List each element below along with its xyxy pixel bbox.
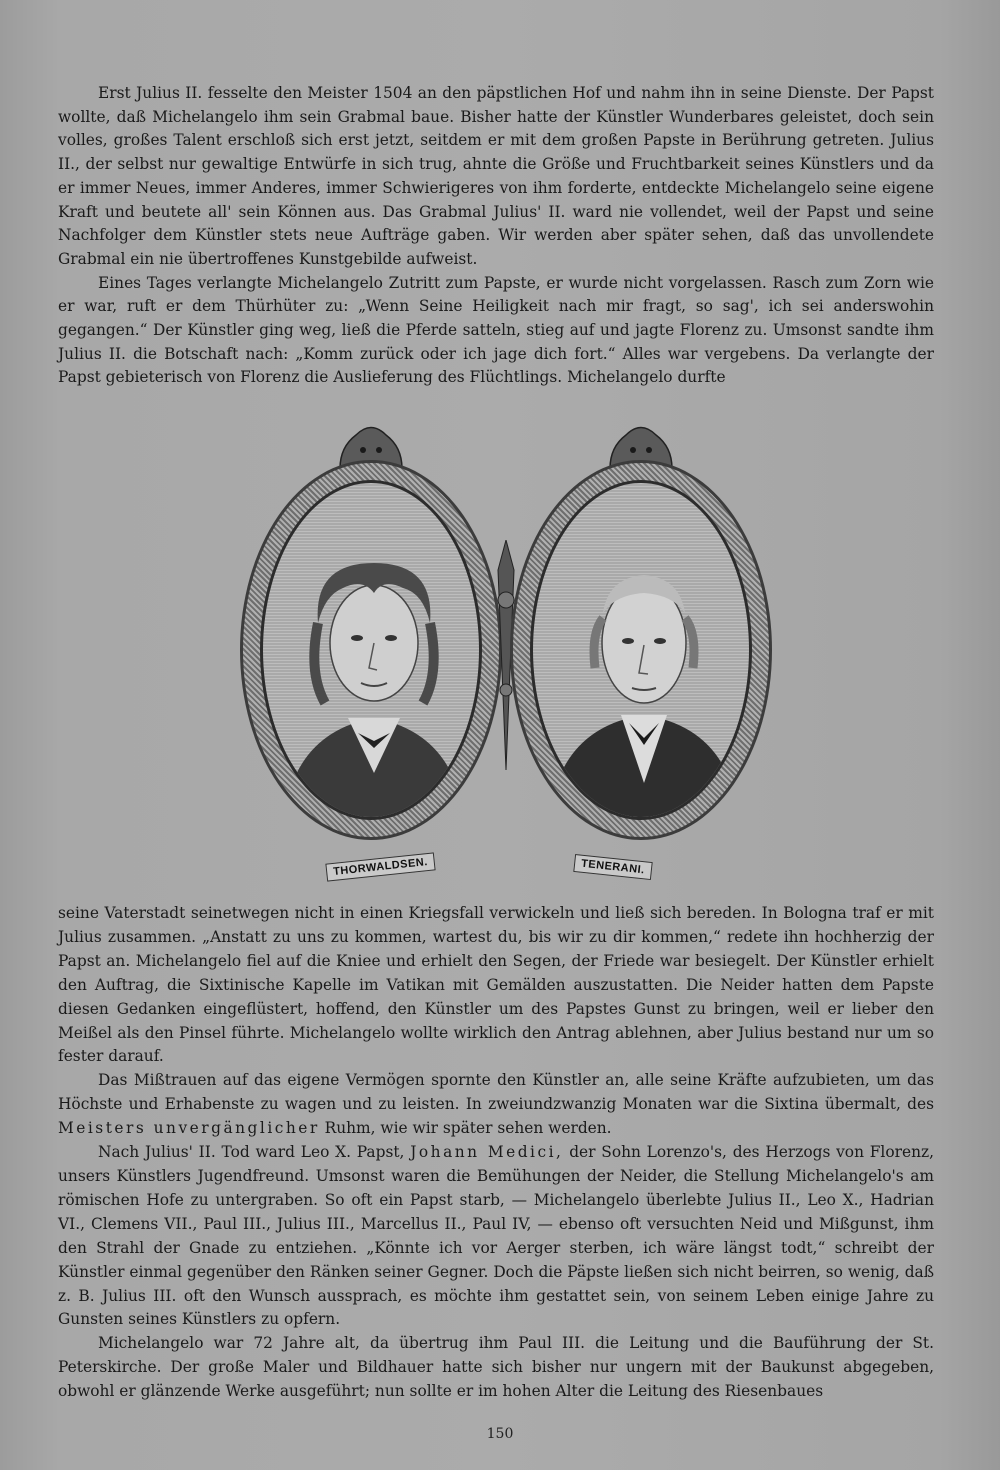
- portrait-frame-right: [496, 420, 786, 882]
- paragraph: Eines Tages verlangte Michelangelo Zutritt zum Papste, er wurde nicht vorgelassen. Rasch zum Zorn wie er war, ruft er dem Thürhüter zu: „Wenn Seine Heiligkeit nach mir fragt, so sag', ich sei anderswohin gegangen.“ Der Künstler ging weg, ließ die Pferde satteln, stieg auf und jagte Florenz zu. Umsonst sandte ihm Julius II. die Botschaft nach: „Komm zurück oder ich jage dich fort.“ Alles war vergebens. Da verlangte der Papst gebieterisch von Florenz die Auslieferung des Flüchtlings. Michelangelo durfte: [58, 273, 934, 387]
- top-text-block: [58, 82, 934, 390]
- paragraph-text: Das Mißtrauen auf das eigene Vermögen spornte den Künstler an, alle seine Kräfte aufzubieten, um das Höchste und Erhabenste zu wagen und zu leisten. In zweiundzwanzig Monaten war die Sixtina übermalt, des: [58, 1071, 934, 1114]
- paragraph-text: Nach Julius' II. Tod ward Leo X. Papst,: [98, 1143, 405, 1162]
- caption-tenerani: TENERANI.: [573, 854, 652, 880]
- portrait-thorwaldsen: [260, 480, 482, 820]
- spaced-emphasis: Johann Medici,: [410, 1143, 564, 1162]
- spaced-emphasis: Meisters unvergänglicher: [58, 1119, 320, 1138]
- portrait-tenerani: [530, 480, 752, 820]
- paragraph: [58, 1069, 934, 1141]
- bottom-text-block: [58, 902, 934, 1404]
- paragraph: seine Vaterstadt seinetwegen nicht in einen Kriegsfall verwickeln und ließ sich bereden. In Bologna traf er mit Julius zusammen. „Anstatt zu uns zu kommen, wartest du, bis wir zu dir kommen,“ redete ihn hochherzig der Papst an. Michelangelo fiel auf die Kniee und erhielt den Segen, der Friede war besiegelt. Der Künstler erhielt den Auftrag, die Sixtinische Kapelle im Vatikan mit Gemälden auszustatten. Die Neider hatten dem Papste diesen Gedanken eingeflüstert, hoffend, den Künstler um des Papstes Gunst zu bringen, weil er lieber den Meißel als den Pinsel führte. Michelangelo wollte wirklich den Antrag ablehnen, aber Julius bestand nur um so fester darauf.: [58, 904, 934, 1066]
- thorwaldsen-figure-icon: [263, 483, 482, 820]
- portrait-frame-left: [226, 420, 516, 882]
- page-number: 150: [486, 1426, 514, 1442]
- caption-thorwaldsen: THORWALDSEN.: [325, 852, 435, 881]
- paragraph-text: der Sohn Lorenzo's, des Herzogs von Florenz, unsers Künstlers Jugendfreund. Umsonst waren die Bemühungen der Neider, die Stellung Michelangelo's am römischen Hofe zu untergraben. So oft ein Papst starb, — Michelangelo überlebte Julius II., Leo X., Hadrian VI., Clemens VII., Paul III., Julius III., Marcellus II., Paul IV, — ebenso oft versuchten Neid und Mißgunst, ihm den Strahl der Gnade zu entziehen. „Könnte ich vor Aerger sterben, ich wäre längst todt,“ schreibt der Künstler einmal gegenüber den Ränken seiner Gegner. Doch die Päpste ließen sich nicht beirren, so wenig, daß z. B. Julius III. oft den Wunsch aussprach, es möchte ihm gestattet sein, von seinem Leben einige Jahre zu Gunsten seines Künstlers zu opfern.: [58, 1143, 934, 1329]
- paragraph: Erst Julius II. fesselte den Meister 1504 an den päpstlichen Hof und nahm ihn in seine Dienste. Der Papst wollte, daß Michelangelo ihm sein Grabmal baue. Bisher hatte der Künstler Wunderbares geleistet, doch sein volles, großes Talent erschloß sich erst jetzt, seitdem er mit dem großen Papste in Berührung getreten. Julius II., der selbst nur gewaltige Entwürfe in sich trug, ahnte die Größe und Fruchtbarkeit seines Künstlers und da er immer Neues, immer Anderes, immer Schwierigeres von ihm forderte, entdeckte Michelangelo seine eigene Kraft und beutete all' sein Können aus. Das Grabmal Julius' II. ward nie vollendet, weil der Papst und seine Nachfolger dem Künstler stets neue Aufträge gaben. Wir werden aber später sehen, daß das unvollendete Grabmal ein nie übertroffenes Kunstgebilde aufweist.: [58, 84, 934, 268]
- paragraph-text: Ruhm, wie wir später sehen werden.: [319, 1119, 612, 1138]
- tenerani-figure-icon: [533, 483, 752, 820]
- paragraph: Michelangelo war 72 Jahre alt, da übertrug ihm Paul III. die Leitung und die Bauführung der St. Peterskirche. Der große Maler und Bildhauer hatte sich bisher nur ungern mit der Baukunst abgegeben, obwohl er glänzende Werke ausgeführt; nun sollte er im hohen Alter die Leitung des Riesenbaues: [58, 1334, 934, 1401]
- paragraph: [58, 1141, 934, 1332]
- double-portrait-engraving: [226, 420, 786, 882]
